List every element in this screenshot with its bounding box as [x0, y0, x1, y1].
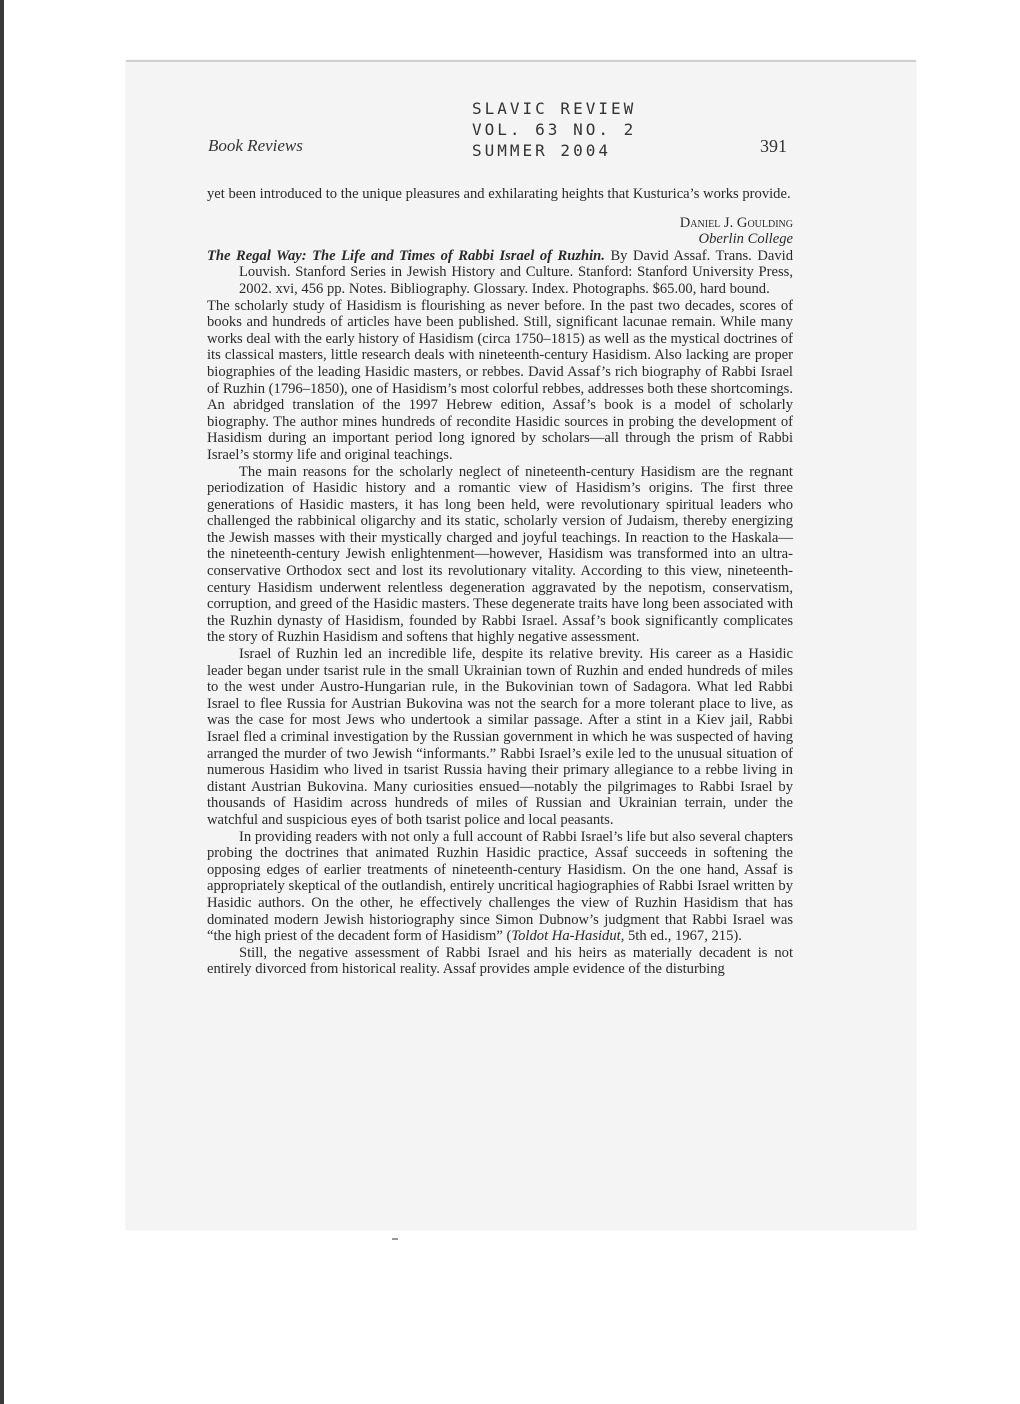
stamp-issue: SUMMER 2004	[472, 141, 611, 160]
body-paragraph-5: Still, the negative assessment of Rabbi Israel and his heirs as materially decadent is not entirely divorced from historical reality. Assaf provides ample evidence of the disturbing	[207, 944, 793, 978]
stamp-journal-name: SLAVIC REVIEW	[472, 99, 637, 118]
body-paragraph-4	[207, 829, 793, 945]
page-number: 391	[760, 136, 787, 156]
body-paragraph-1: The scholarly study of Hasidism is flourishing as never before. In the past two decades, scores of books and hundreds of articles have been published. Still, significant lacunae remain. While many works deal with the early history of Hasidism (circa 1750–1815) as well as the mystical doctrines of its classical masters, little research deals with nineteenth-century Hasidism. Also lacking are proper biographies of the leading Hasidic masters, or rebbes. David Assaf’s rich biography of Rabbi Israel of Ruzhin (1796–1850), one of Hasidism’s most colorful rebbes, addresses both these shortcomings. An abridged translation of the 1997 Hebrew edition, Assaf’s book is a model of scholarly biography. The author mines hundreds of recondite Hasidic sources in probing the development of Hasidism during an important period long ignored by scholars—all through the prism of Rabbi Israel’s stormy life and original teachings.	[207, 297, 793, 463]
previous-review-ending: yet been introduced to the unique pleasures and exhilarating heights that Kusturica’s works provide.	[207, 186, 791, 202]
reviewer-institution: Oberlin College	[698, 231, 793, 248]
book-title: The Regal Way: The Life and Times of Rabbi Israel of Ruzhin.	[207, 247, 605, 264]
body-paragraph-3: Israel of Ruzhin led an incredible life, despite its relative brevity. His career as a Hasidic leader began under tsarist rule in the small Ukrainian town of Ruzhin and ended hundreds of miles to the west under Austro-Hungarian rule, in the Bukovinian town of Sadagora. What led Rabbi Israel to flee Russia for Austrian Bukovina was not the search for a more tolerant place to live, as was the case for most Jews who undertook a similar passage. After a stint in a Kiev jail, Rabbi Israel fled a criminal investigation by the Russian government in which he was suspected of having arranged the murder of two Jewish “informants.” Rabbi Israel’s exile led to the unusual situation of numerous Hasidim who lived in tsarist Russia having their primary allegiance to a rebbe living in distant Austrian Bukovina. Many curiosities ensued—notably the pilgrimages to Rabbi Israel by thousands of Hasidim across hundreds of miles of Russian and Ukrainian terrain, under the watchful and suspicious eyes of both tsarist police and local peasants.	[207, 646, 793, 828]
book-citation	[207, 248, 793, 298]
body-paragraph-2: The main reasons for the scholarly neglect of nineteenth-century Hasidism are the regnant periodization of Hasidic history and a romantic view of Hasidism’s origins. The first three generations of Hasidic masters, it has long been held, were revolutionary spiritual leaders who challenged the rabbinical oligarchy and its static, scholarly version of Judaism, thereby energizing the Jewish masses with their mystically charged and joyful teachings. In reaction to the Haskala—the nineteenth-century Jewish enlightenment—however, Hasidism was transformed into an ultra-conservative Orthodox sect and lost its revolutionary vitality. According to this view, nineteenth-century Hasidism underwent relentless degeneration aggravated by the nepotism, conservatism, corruption, and greed of the Hasidic masters. These degenerate traits have long been associated with the Ruzhin dynasty of Hasidism, founded by Rabbi Israel. Assaf’s book significantly complicates the story of Ruzhin Hasidism and softens that highly negative assessment.	[207, 463, 793, 646]
paragraph-4-citation: 5th ed., 1967, 215).	[624, 928, 742, 945]
paragraph-4-text: In providing readers with not only a full account of Rabbi Israel’s life but also several chapters probing the doctrines that animated Ruzhin Hasidic practice, Assaf succeeds in softening the opposing edges of earlier treatments of nineteenth-century Hasidism. On the one hand, Assaf is appropriately skeptical of the outlandish, entirely uncritical hagiographies of Rabbi Israel written by Hasidic authors. On the other, he effectively challenges the view of Ruzhin Hasidism that has dominated modern Jewish historiography since Simon Dubnow’s judgment that Rabbi Israel was “the high priest of the decadent form of Hasidism” (	[207, 828, 793, 945]
page-content	[207, 186, 793, 978]
book-details: By David Assaf. Trans. David Louvish. Stanford Series in Jewish History and Culture. Stanford: Stanford University Press, 2002. xvi, 456 pp. Notes. Bibliography. Glossary. Index. Photographs. $65.00, hard bound.	[239, 247, 793, 297]
stamp-volume: VOL. 63 NO. 2	[472, 120, 637, 139]
reviewer-signature	[207, 215, 793, 248]
scan-edge	[0, 0, 4, 1404]
reviewer-name: Daniel J. Goulding	[679, 214, 793, 231]
scan-mark	[392, 1238, 398, 1240]
cited-work-title: Toldot Ha-Hasidut,	[511, 928, 625, 945]
journal-stamp	[472, 98, 636, 161]
running-head: Book Reviews	[208, 136, 303, 155]
